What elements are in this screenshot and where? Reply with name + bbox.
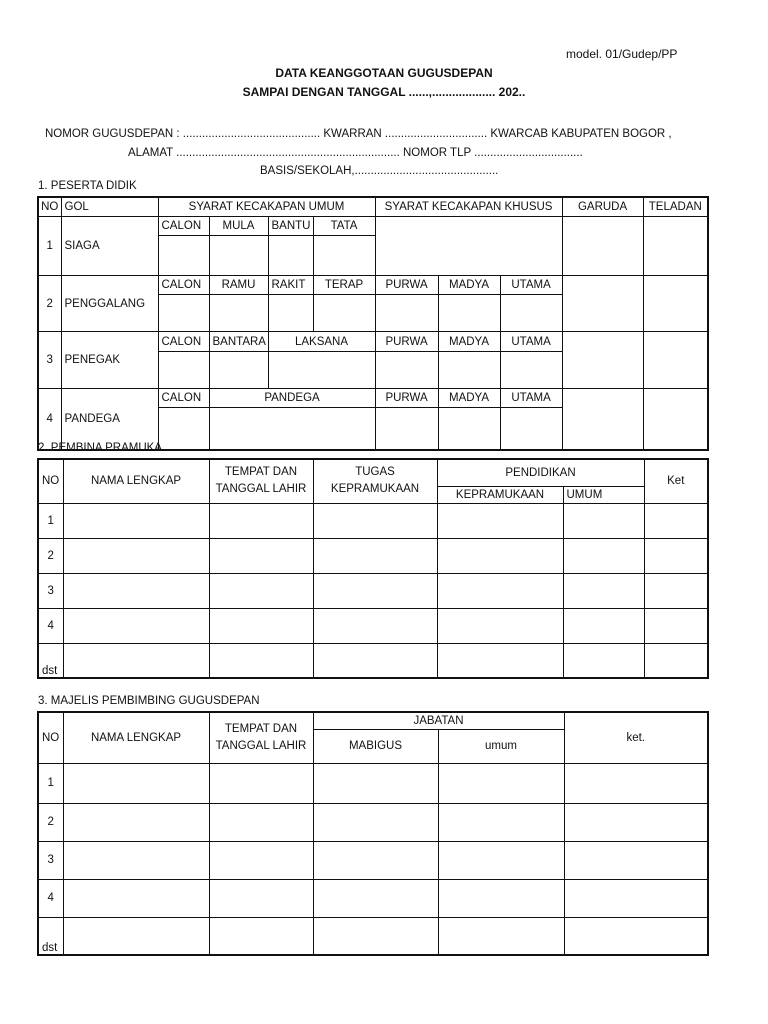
garuda-cell[interactable] [562, 216, 643, 275]
majelis-table [37, 711, 709, 956]
row-no: dst [38, 917, 63, 955]
garuda-cell[interactable] [562, 389, 643, 450]
peserta-didik-table [37, 196, 709, 451]
input-cell[interactable] [158, 408, 209, 450]
level-label: BANTARA [209, 332, 268, 351]
table-row [38, 538, 708, 573]
row-gol: SIAGA [61, 216, 158, 275]
table-row [38, 332, 708, 351]
input-cell[interactable] [500, 295, 562, 332]
header-ket: Ket [644, 459, 708, 503]
teladan-cell[interactable] [643, 275, 708, 332]
table-row [38, 275, 708, 294]
header-umum: UMUM [563, 486, 644, 503]
input-cell[interactable] [209, 643, 313, 678]
input-cell[interactable] [209, 803, 313, 841]
input-cell[interactable] [209, 841, 313, 879]
level-label: CALON [158, 216, 209, 235]
table-row [38, 608, 708, 643]
header-kepramukaan: KEPRAMUKAAN [437, 486, 563, 503]
input-cell[interactable] [209, 408, 375, 450]
table-header-row [38, 712, 708, 729]
level-label: MADYA [438, 389, 500, 408]
table-row [38, 917, 708, 955]
input-cell[interactable] [564, 917, 708, 955]
input-cell[interactable] [313, 841, 438, 879]
row-no: 1 [38, 503, 63, 538]
input-cell[interactable] [209, 236, 268, 276]
input-cell[interactable] [644, 573, 708, 608]
level-label: PURWA [375, 275, 438, 294]
input-cell[interactable] [158, 351, 209, 388]
input-cell[interactable] [313, 917, 438, 955]
input-cell[interactable] [209, 763, 313, 803]
section-pembina-title: 2. PEMBINA PRAMUKA [38, 442, 162, 454]
level-label: UTAMA [500, 389, 562, 408]
header-teladan: TELADAN [643, 197, 708, 216]
table-row [38, 803, 708, 841]
input-cell[interactable] [313, 879, 438, 917]
input-cell[interactable] [438, 803, 564, 841]
input-cell[interactable] [564, 879, 708, 917]
row-gol: PENGGALANG [61, 275, 158, 332]
row-no: 1 [38, 763, 63, 803]
table-row [38, 643, 708, 678]
row-no: 1 [38, 216, 61, 275]
input-cell[interactable] [63, 538, 209, 573]
input-cell[interactable] [313, 538, 437, 573]
input-cell[interactable] [438, 917, 564, 955]
input-cell[interactable] [375, 351, 438, 388]
header-syarat-khusus: SYARAT KECAKAPAN KHUSUS [375, 197, 562, 216]
level-label: RAKIT [268, 275, 313, 294]
basis-line: BASIS/SEKOLAH,............................................. [260, 165, 499, 177]
input-cell[interactable] [209, 608, 313, 643]
input-cell[interactable] [63, 763, 209, 803]
level-label: RAMU [209, 275, 268, 294]
input-cell[interactable] [313, 503, 437, 538]
input-cell[interactable] [268, 351, 375, 388]
input-cell[interactable] [644, 608, 708, 643]
header-pendidikan: PENDIDIKAN [437, 459, 644, 486]
input-cell[interactable] [564, 763, 708, 803]
input-cell[interactable] [563, 608, 644, 643]
row-no: 3 [38, 332, 61, 389]
level-label: TATA [313, 216, 375, 235]
header-nama: NAMA LENGKAP [63, 712, 209, 763]
form-title: DATA KEANGGOTAAN GUGUSDEPAN [275, 66, 493, 80]
header-nama: NAMA LENGKAP [63, 459, 209, 503]
row-no: dst [38, 643, 63, 678]
input-cell[interactable] [63, 841, 209, 879]
input-cell[interactable] [375, 295, 438, 332]
header-tugas: TUGAS KEPRAMUKAAN [313, 459, 437, 503]
row-gol: PANDEGA [61, 389, 158, 450]
input-cell[interactable] [437, 608, 563, 643]
row-no: 4 [38, 389, 61, 450]
input-cell[interactable] [313, 763, 438, 803]
input-cell[interactable] [209, 538, 313, 573]
header-jabatan: JABATAN [313, 712, 564, 729]
khusus-cell[interactable] [375, 216, 562, 275]
level-label: UTAMA [500, 332, 562, 351]
address-line: ALAMAT ...................................................................... NOMOR TLP .................................. [128, 147, 583, 159]
input-cell[interactable] [644, 503, 708, 538]
input-cell[interactable] [563, 538, 644, 573]
input-cell[interactable] [500, 351, 562, 388]
input-cell[interactable] [63, 503, 209, 538]
input-cell[interactable] [644, 643, 708, 678]
row-no: 4 [38, 879, 63, 917]
gugusdepan-number-line: NOMOR GUGUSDEPAN : ........................................... KWARRAN ................................ KWARCAB KABUPATEN BOGOR , [45, 128, 672, 140]
level-label: TERAP [313, 275, 375, 294]
header-ket: ket. [564, 712, 708, 763]
header-garuda: GARUDA [562, 197, 643, 216]
row-no: 2 [38, 803, 63, 841]
input-cell[interactable] [563, 503, 644, 538]
level-label: PURWA [375, 332, 438, 351]
input-cell[interactable] [313, 643, 437, 678]
input-cell[interactable] [564, 841, 708, 879]
level-label: UTAMA [500, 275, 562, 294]
input-cell[interactable] [209, 573, 313, 608]
form-subtitle: SAMPAI DENGAN TANGGAL ......,................... 202.. [242, 85, 526, 99]
input-cell[interactable] [313, 573, 437, 608]
input-cell[interactable] [268, 236, 313, 276]
header-syarat-umum: SYARAT KECAKAPAN UMUM [158, 197, 375, 216]
input-cell[interactable] [438, 408, 500, 450]
input-cell[interactable] [438, 879, 564, 917]
teladan-cell[interactable] [643, 216, 708, 275]
row-gol: PENEGAK [61, 332, 158, 389]
header-ttl: TEMPAT DAN TANGGAL LAHIR [209, 459, 313, 503]
input-cell[interactable] [500, 408, 562, 450]
input-cell[interactable] [209, 879, 313, 917]
header-no: NO [38, 712, 63, 763]
level-label: MULA [209, 216, 268, 235]
input-cell[interactable] [63, 917, 209, 955]
level-label: PURWA [375, 389, 438, 408]
section-peserta-didik-title: 1. PESERTA DIDIK [38, 180, 137, 192]
input-cell[interactable] [437, 538, 563, 573]
input-cell[interactable] [563, 643, 644, 678]
table-row [38, 216, 708, 235]
level-label: LAKSANA [268, 332, 375, 351]
input-cell[interactable] [209, 295, 268, 332]
level-label: MADYA [438, 332, 500, 351]
input-cell[interactable] [437, 643, 563, 678]
input-cell[interactable] [63, 879, 209, 917]
table-row [38, 763, 708, 803]
input-cell[interactable] [563, 573, 644, 608]
row-no: 2 [38, 538, 63, 573]
input-cell[interactable] [63, 803, 209, 841]
input-cell[interactable] [438, 841, 564, 879]
table-row [38, 389, 708, 408]
input-cell[interactable] [268, 295, 313, 332]
input-cell[interactable] [437, 573, 563, 608]
input-cell[interactable] [644, 538, 708, 573]
header-gol: GOL [61, 197, 158, 216]
input-cell[interactable] [438, 763, 564, 803]
table-header-row [38, 459, 708, 486]
level-label: CALON [158, 275, 209, 294]
teladan-cell[interactable] [643, 389, 708, 450]
level-label: MADYA [438, 275, 500, 294]
header-no: NO [38, 197, 61, 216]
input-cell[interactable] [63, 608, 209, 643]
input-cell[interactable] [564, 803, 708, 841]
level-label: CALON [158, 332, 209, 351]
level-label: PANDEGA [209, 389, 375, 408]
pembina-table [37, 458, 709, 679]
table-row [38, 841, 708, 879]
header-umum: umum [438, 729, 564, 763]
table-row [38, 573, 708, 608]
garuda-cell[interactable] [562, 275, 643, 332]
row-no: 3 [38, 573, 63, 608]
row-no: 4 [38, 608, 63, 643]
input-cell[interactable] [438, 295, 500, 332]
input-cell[interactable] [158, 295, 209, 332]
header-no: NO [38, 459, 63, 503]
input-cell[interactable] [313, 608, 437, 643]
form-model-code: model. 01/Gudep/PP [566, 47, 678, 61]
input-cell[interactable] [313, 236, 375, 276]
section-majelis-title: 3. MAJELIS PEMBIMBING GUGUSDEPAN [38, 695, 260, 707]
row-no: 3 [38, 841, 63, 879]
garuda-cell[interactable] [562, 332, 643, 389]
input-cell[interactable] [437, 503, 563, 538]
header-mabigus: MABIGUS [313, 729, 438, 763]
level-label: CALON [158, 389, 209, 408]
level-label: BANTU [268, 216, 313, 235]
input-cell[interactable] [209, 351, 268, 388]
input-cell[interactable] [313, 295, 375, 332]
input-cell[interactable] [63, 643, 209, 678]
input-cell[interactable] [375, 408, 438, 450]
header-ttl: TEMPAT DAN TANGGAL LAHIR [209, 712, 313, 763]
input-cell[interactable] [209, 917, 313, 955]
input-cell[interactable] [158, 236, 209, 276]
row-no: 2 [38, 275, 61, 332]
input-cell[interactable] [313, 803, 438, 841]
table-row [38, 879, 708, 917]
input-cell[interactable] [209, 503, 313, 538]
input-cell[interactable] [63, 573, 209, 608]
input-cell[interactable] [438, 351, 500, 388]
table-header-row [38, 197, 708, 216]
table-row [38, 503, 708, 538]
teladan-cell[interactable] [643, 332, 708, 389]
